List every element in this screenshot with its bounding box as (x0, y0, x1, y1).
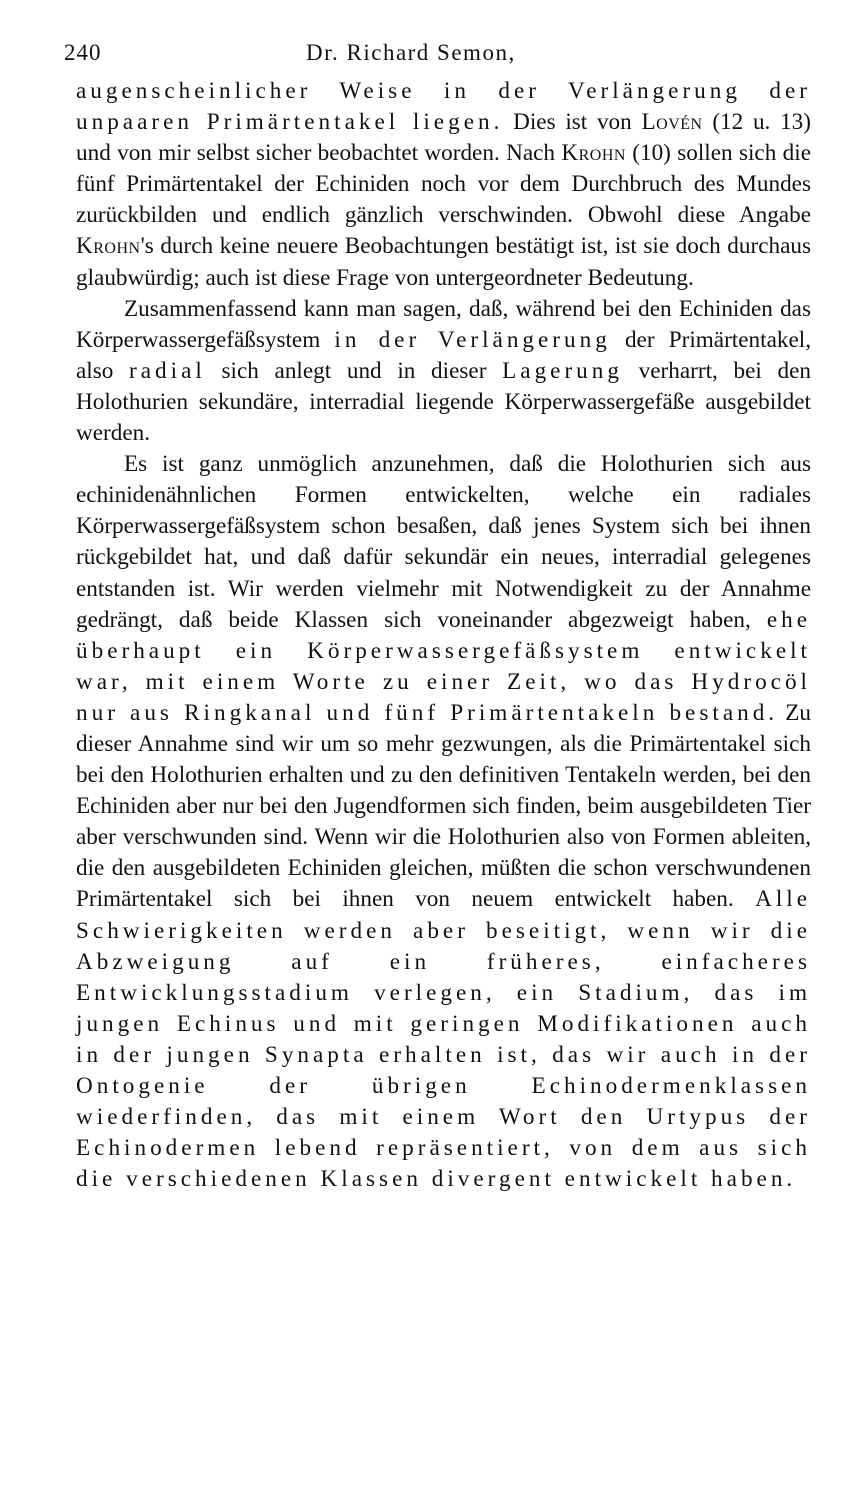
text-segment: Alle Schwierigkeiten werden aber beseitigt, wenn wir die Abzweigung auf ein früheres, einfacheres Entwicklungsstadium verlegen, ein Stadium, das im jungen Echinus und mit geringen Modifikationen auch in der jungen Synapta erhalten ist, das wir auch in der Ontogenie der übrigen Echinodermenklassen wiederfinden, das mit einem Wort den Urtypus der Echinodermen lebend repräsentiert, von dem aus sich die verschiedenen Klassen divergent entwickelt haben. (76, 886, 811, 1193)
text-segment: verharrt, bei den Holothurien sekundäre, interradial liegende Körperwassergefäße ausgebildet werden. (76, 357, 811, 447)
text-segment: augenscheinlicher Weise in der Verlängerung der unpaaren Primärtentakel liegen. (76, 78, 811, 136)
text-segment: der Primärtentakel, also (76, 326, 811, 384)
text-segment: 's durch keine neuere Beobachtungen bestätigt ist, ist sie doch durchaus glaubwürdig; auch ist diese Frage von untergeordneter Bedeutung. (76, 233, 811, 291)
text-segment: ehe überhaupt ein Körperwassergefäßsystem entwickelt war, mit einem Worte zu einer Zeit, wo das Hydrocöl nur aus Ringkanal und fünf Primärtentakeln bestand. (76, 606, 811, 726)
author-name: Krohn (76, 233, 141, 260)
book-page (64, 40, 811, 1195)
text-segment: radial (129, 357, 206, 384)
text-segment: sich anlegt und in dieser (205, 357, 503, 384)
text-segment: Lagerung (502, 357, 623, 384)
paragraph (76, 76, 811, 294)
text-segment: (10) sollen sich die fünf Primärtentakel der Echiniden noch vor dem Durchbruch des Mundes zurückbilden und endlich gänzlich verschwinden. Obwohl diese Angabe (76, 140, 811, 229)
text-segment: Zusammenfassend kann man sagen, daß, während bei den Echiniden das Körperwassergefäßsystem (76, 295, 811, 353)
running-head: Dr. Richard Semon, (306, 40, 516, 65)
text-segment: (12 u. 13) und von mir selbst sicher beobachtet worden. Nach (76, 109, 811, 167)
paragraph (76, 449, 811, 1195)
page-header (64, 40, 811, 76)
text-segment: Es ist ganz unmöglich anzunehmen, daß die Holothurien sich aus echinidenähnlichen Formen entwickelten, welche ein radiales Körperwassergefäßsystem schon besaßen, daß jenes System sich bei ihnen rückgebildet hat, und daß dafür sekundär ein neues, interradial gelegenes entstanden ist. Wir werden vielmehr mit Notwendigkeit zu der Annahme gedrängt, daß beide Klassen sich voneinander abgezweigt haben, (76, 451, 811, 633)
author-name: Krohn (561, 140, 626, 167)
text-segment: Zu dieser Annahme sind wir um so mehr gezwungen, als die Primärtentakel sich bei den Holothurien erhalten und zu den definitiven Tentakeln werden, bei den Echiniden aber nur bei den Jugendformen sich finden, beim ausgebildeten Tier aber verschwunden sind. Wenn wir die Holothurien also von Formen ableiten, die den ausgebildeten Echiniden gleichen, müßten die schon verschwundenen Primärtentakel sich bei ihnen von neuem entwickelt haben. (76, 699, 811, 913)
body-text (76, 76, 811, 1195)
text-segment: Dies ist von (503, 109, 642, 136)
author-name: Lovén (641, 109, 703, 136)
text-segment: in der Verlängerung (334, 326, 611, 353)
page-number: 240 (64, 40, 102, 65)
paragraph (76, 294, 811, 449)
